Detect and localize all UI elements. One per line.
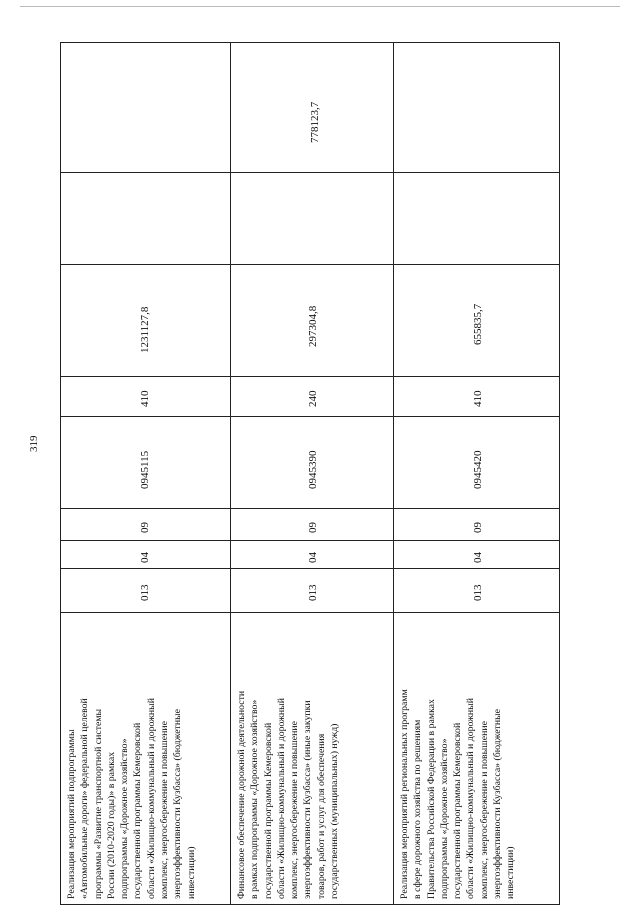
row3-total	[394, 43, 560, 173]
row1-total	[61, 43, 231, 173]
row1-section: 04	[61, 541, 231, 569]
row1-subsection: 09	[61, 509, 231, 541]
row3-amount: 655835,7	[394, 265, 560, 377]
row2-description: Финансовое обеспечение дорожной деятельности в рамках подпрограммы «Дорожное хозяйство» государственной программы Кемеровской области «Жилищно-коммунальный и дорожный комплекс, энергосбережение и повышение энергоэффективности Кузбасса» (иные закупки товаров, работ и услуг для обеспечения государственных (муниципальных) нужд)	[231, 613, 394, 905]
row2-expense-type: 240	[231, 377, 394, 417]
row3-expense-type: 410	[394, 377, 560, 417]
page-number: 319	[28, 435, 40, 452]
top-edge-line	[20, 6, 620, 7]
row2-amount: 297304,8	[231, 265, 394, 377]
column-expense-type	[61, 377, 560, 417]
column-target	[61, 417, 560, 509]
budget-table	[60, 42, 560, 905]
row3-subsection: 09	[394, 509, 560, 541]
column-code	[61, 569, 560, 613]
row1-description: Реализация мероприятий подпрограммы «Автомобильные дороги» федеральной целевой программы «Развитие транспортной системы России (2010-2020 годы)» в рамках подпрограммы «Дорожное хозяйство» государственной программы Кемеровской области «Жилищно-коммунальный и дорожный комплекс, энергосбережение и повышение энергоэффективности Кузбасса» (бюджетные инвестиции)	[61, 613, 231, 905]
row1-amount: 1231127,8	[61, 265, 231, 377]
column-description	[61, 613, 560, 905]
row3-target: 0945420	[394, 417, 560, 509]
row3-code: 013	[394, 569, 560, 613]
row3-section: 04	[394, 541, 560, 569]
row2-target: 0945390	[231, 417, 394, 509]
row2-total: 778123,7	[231, 43, 394, 173]
row3-description: Реализация мероприятий региональных программ в сфере дорожного хозяйства по решениям Правительства Российской Федерации в рамках подпрограммы «Дорожное хозяйство» государственной программы Кемеровской области «Жилищно-коммунальный и дорожный комплекс, энергосбережение и повышение энергоэффективности Кузбасса» (бюджетные инвестиции)	[394, 613, 560, 905]
column-section	[61, 541, 560, 569]
row1-code: 013	[61, 569, 231, 613]
column-blank	[61, 173, 560, 265]
column-subsection	[61, 509, 560, 541]
row1-expense-type: 410	[61, 377, 231, 417]
row2-subsection: 09	[231, 509, 394, 541]
column-amount	[61, 265, 560, 377]
column-total	[61, 43, 560, 173]
row2-code: 013	[231, 569, 394, 613]
row2-section: 04	[231, 541, 394, 569]
row1-target: 0945115	[61, 417, 231, 509]
